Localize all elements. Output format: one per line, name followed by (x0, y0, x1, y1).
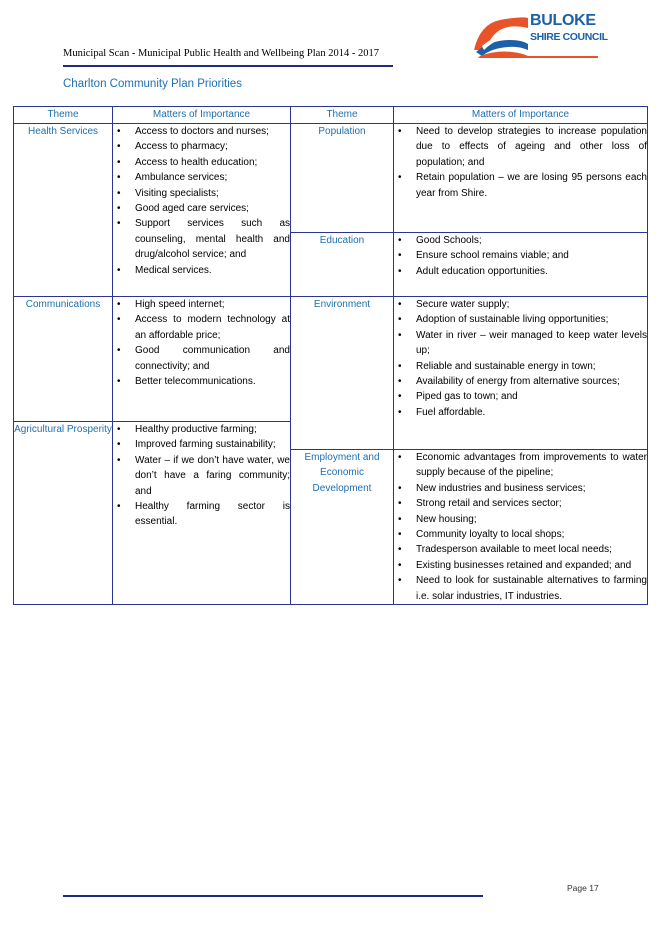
theme-cell-population: Population (291, 124, 394, 233)
list-item: • Adult education opportunities. (394, 264, 647, 279)
list-item: • Tradesperson available to meet local needs; (394, 542, 647, 557)
list-item: • Medical services. (113, 263, 290, 278)
theme-cell-communications: Communications (14, 297, 113, 422)
column-header-matters: Matters of Importance (113, 107, 291, 124)
table-header-row (14, 107, 648, 124)
list-item: • Strong retail and services sector; (394, 496, 647, 511)
list-item: • Access to health education; (113, 155, 290, 170)
list-item: • Economic advantages from improvements to water supply because of the pipeline; (394, 450, 647, 481)
list-item: • Existing businesses retained and expanded; and (394, 558, 647, 573)
list-item: • Reliable and sustainable energy in town; (394, 359, 647, 374)
list-item: • Access to doctors and nurses; (113, 124, 290, 139)
matters-cell-agricultural-prosperity (113, 422, 291, 605)
list-item: • High speed internet; (113, 297, 290, 312)
matters-list (113, 124, 290, 278)
list-item: • Water – if we don’t have water, we don’t have a faring community; and (113, 453, 290, 499)
matters-cell-health-services (113, 124, 291, 297)
matters-list (394, 297, 647, 420)
section-title: Charlton Community Plan Priorities (63, 78, 242, 90)
list-item: • Ensure school remains viable; and (394, 248, 647, 263)
theme-cell-environment: Environment (291, 297, 394, 450)
list-item: • Availability of energy from alternative sources; (394, 374, 647, 389)
list-item: • Visiting specialists; (113, 186, 290, 201)
document-title: Municipal Scan - Municipal Public Health and Wellbeing Plan 2014 - 2017 (63, 48, 379, 59)
column-header-matters: Matters of Importance (394, 107, 648, 124)
matters-cell-employment (394, 450, 648, 605)
matters-cell-population (394, 124, 648, 233)
list-item: • Retain population – we are losing 95 persons each year from Shire. (394, 170, 647, 201)
header-rule (63, 65, 393, 67)
column-header-theme: Theme (14, 107, 113, 124)
matters-list (113, 422, 290, 530)
list-item: • Support services such as counseling, mental health and drug/alcohol service; and (113, 216, 290, 262)
list-item: • New housing; (394, 512, 647, 527)
list-item: • Ambulance services; (113, 170, 290, 185)
list-item: • Water in river – weir managed to keep water levels up; (394, 328, 647, 359)
column-header-theme: Theme (291, 107, 394, 124)
matters-list (113, 297, 290, 389)
list-item: • Good Schools; (394, 233, 647, 248)
list-item: • Better telecommunications. (113, 374, 290, 389)
matters-list (394, 450, 647, 604)
list-item: • Healthy productive farming; (113, 422, 290, 437)
list-item: • Secure water supply; (394, 297, 647, 312)
table-row (14, 297, 648, 422)
list-item: • Access to modern technology at an affordable price; (113, 312, 290, 343)
list-item: • Good communication and connectivity; and (113, 343, 290, 374)
matters-cell-environment (394, 297, 648, 450)
list-item: • Community loyalty to local shops; (394, 527, 647, 542)
list-item: • Fuel affordable. (394, 405, 647, 420)
list-item: • Adoption of sustainable living opportunities; (394, 312, 647, 327)
page-number: Page 17 (567, 883, 599, 893)
priorities-table (13, 106, 648, 605)
list-item: • Access to pharmacy; (113, 139, 290, 154)
matters-list (394, 233, 647, 279)
matters-list (394, 124, 647, 201)
list-item: • Need to look for sustainable alternatives to farming i.e. solar industries, IT industries. (394, 573, 647, 604)
footer-rule (63, 895, 483, 897)
list-item: • Piped gas to town; and (394, 389, 647, 404)
table-row (14, 124, 648, 233)
list-item: • New industries and business services; (394, 481, 647, 496)
theme-cell-employment: Employment and Economic Development (291, 450, 394, 605)
theme-cell-education: Education (291, 233, 394, 297)
matters-cell-communications (113, 297, 291, 422)
list-item: • Need to develop strategies to increase population due to effects of ageing and other loss of population; and (394, 124, 647, 170)
theme-cell-health-services: Health Services (14, 124, 113, 297)
logo-wordmark: BULOKE (530, 12, 596, 29)
list-item: • Good aged care services; (113, 201, 290, 216)
logo-subtitle: SHIRE COUNCIL (530, 31, 608, 43)
list-item: • Healthy farming sector is essential. (113, 499, 290, 530)
matters-cell-education (394, 233, 648, 297)
theme-cell-agricultural-prosperity: Agricultural Prosperity (14, 422, 113, 605)
list-item: • Improved farming sustainability; (113, 437, 290, 452)
